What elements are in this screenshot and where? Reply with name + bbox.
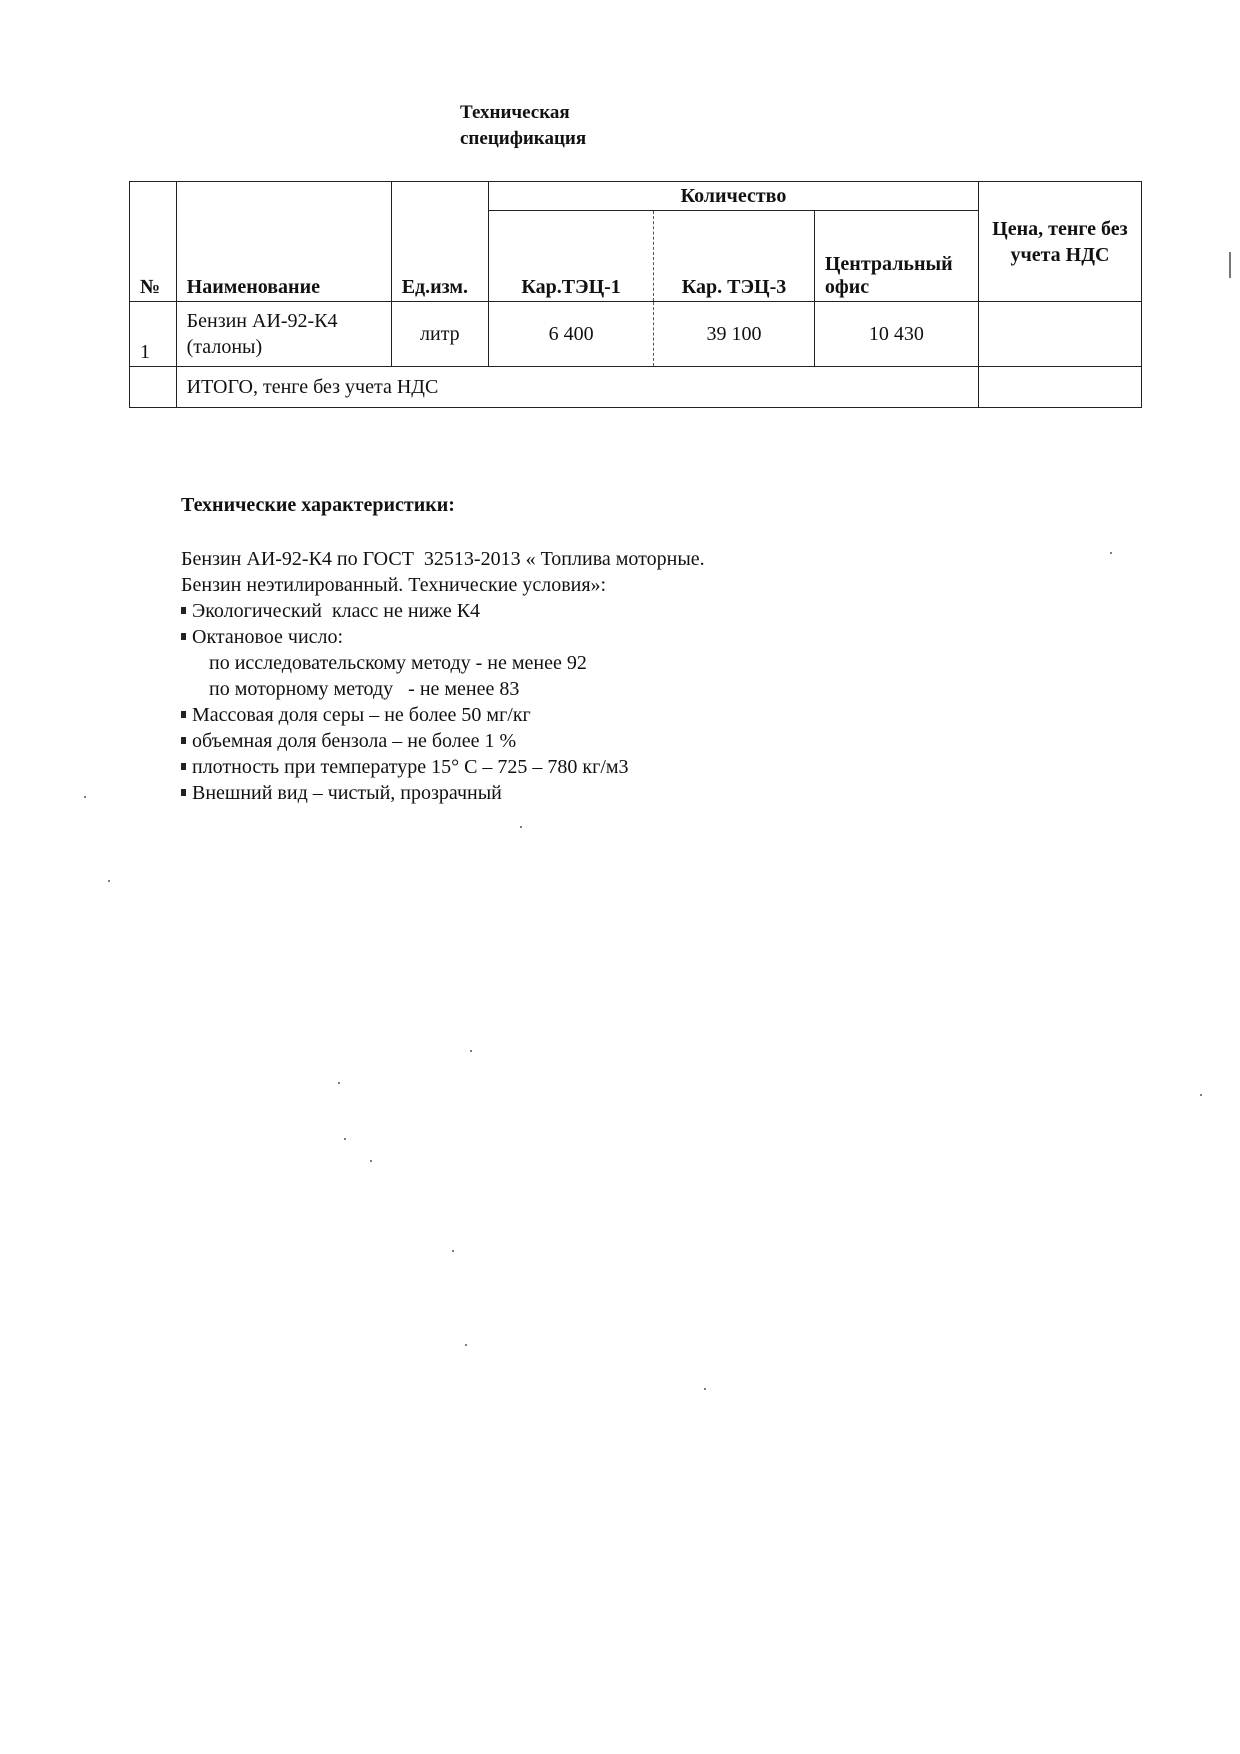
scan-speck [1110, 552, 1112, 554]
header-quantity: Количество [489, 182, 979, 211]
specs-item-density [181, 754, 1061, 780]
bullet-icon [181, 737, 186, 744]
row-quantity-tec1: 6 400 [489, 302, 654, 367]
bullet-icon [181, 763, 186, 770]
row-quantity-central-office: 10 430 [814, 302, 978, 367]
total-label: ИТОГО, тенге без учета НДС [176, 367, 978, 408]
scan-speck [452, 1250, 454, 1252]
scan-speck [84, 796, 86, 798]
table-total-row [130, 367, 1142, 408]
scan-speck [470, 1050, 472, 1052]
scan-speck [108, 880, 110, 882]
total-value [978, 367, 1141, 408]
scan-speck [704, 1388, 706, 1390]
scan-speck [520, 826, 522, 828]
specs-item-text: объемная доля бензола – не более 1 % [192, 730, 517, 752]
scan-speck [338, 1082, 340, 1084]
specs-item-text: Экологический класс не ниже К4 [192, 600, 481, 622]
row-price [978, 302, 1141, 367]
specs-item-eco-class [181, 598, 1061, 624]
specs-item-benzene [181, 728, 1061, 754]
specs-body [181, 546, 1061, 806]
specs-subitem-motor-method: по моторному методу - не менее 83 [209, 678, 520, 700]
specs-item-text: Массовая доля серы – не более 50 мг/кг [192, 704, 531, 726]
header-price: Цена, тенге без учета НДС [978, 182, 1141, 302]
bullet-icon [181, 711, 186, 718]
header-quantity-tec3: Кар. ТЭЦ-3 [654, 211, 815, 302]
header-number: № [130, 182, 177, 302]
bullet-icon [181, 789, 186, 796]
specs-item-text: Внешний вид – чистый, прозрачный [192, 782, 502, 804]
specs-item-octane [181, 624, 1061, 650]
specification-table [129, 181, 1142, 408]
table-row [130, 302, 1142, 367]
header-quantity-central-office: Центральный офис [814, 211, 978, 302]
bullet-icon [181, 633, 186, 640]
specs-subitem-research-method: по исследовательскому методу - не менее 92 [209, 652, 587, 674]
row-number: 1 [130, 302, 177, 367]
specs-line-standard: Бензин АИ-92-К4 по ГОСТ 32513-2013 « Топлива моторные. [181, 548, 705, 570]
header-unit: Ед.изм. [391, 182, 488, 302]
row-quantity-tec3: 39 100 [654, 302, 815, 367]
header-quantity-tec1: Кар.ТЭЦ-1 [489, 211, 654, 302]
table-header-row-1 [130, 182, 1142, 211]
scan-speck [1200, 1094, 1202, 1096]
specs-line-standard-cont: Бензин неэтилированный. Технические условия»: [181, 574, 607, 596]
specs-item-text: плотность при температуре 15° С – 725 – 780 кг/м3 [192, 756, 629, 778]
scan-edge-mark [1229, 252, 1231, 278]
specs-item-sulfur [181, 702, 1061, 728]
row-unit: литр [391, 302, 488, 367]
bullet-icon [181, 607, 186, 614]
total-empty-cell [130, 367, 177, 408]
scan-speck [344, 1138, 346, 1140]
specs-item-text: Октановое число: [192, 626, 344, 648]
scan-speck [465, 1344, 467, 1346]
scan-speck [370, 1160, 372, 1162]
specs-heading: Технические характеристики: [181, 494, 455, 516]
document-title: Техническая спецификация [460, 102, 587, 149]
header-name: Наименование [176, 182, 391, 302]
row-name: Бензин АИ-92-К4 (талоны) [176, 302, 391, 367]
specs-item-appearance [181, 780, 1061, 806]
